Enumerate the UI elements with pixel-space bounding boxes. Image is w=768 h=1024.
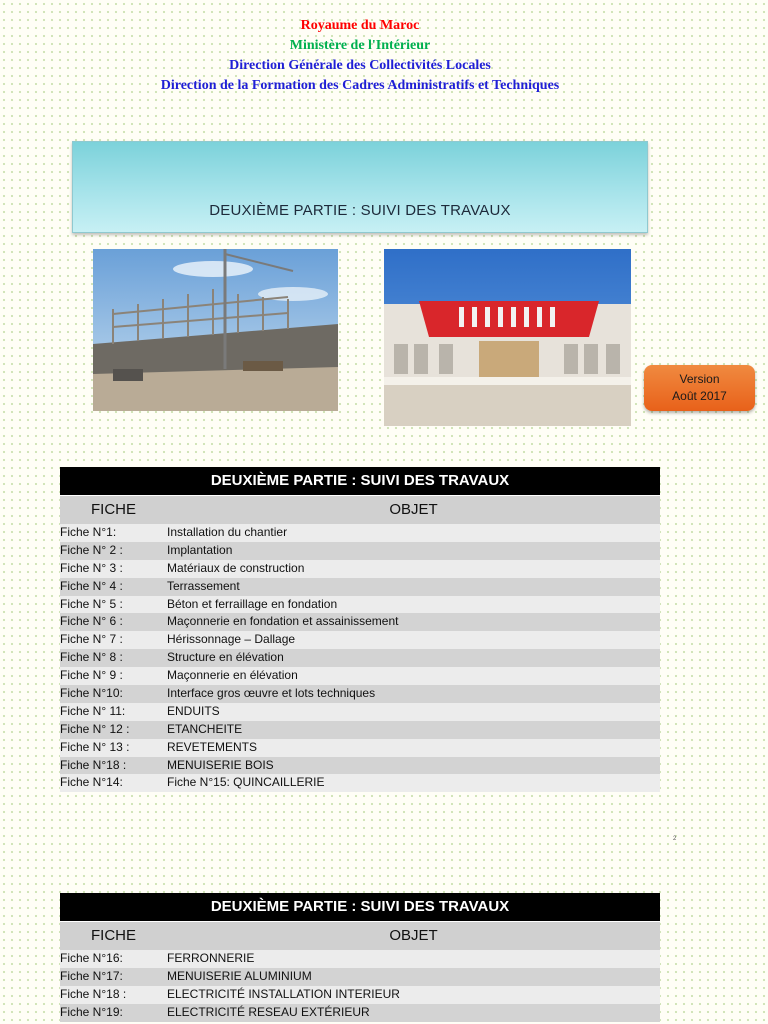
objet-cell: ETANCHEITE [167, 721, 243, 736]
header-direction-formation: Direction de la Formation des Cadres Administratifs et Techniques [160, 78, 560, 93]
objet-cell: FERRONNERIE [167, 951, 255, 965]
table-row [60, 578, 660, 596]
table-row [60, 1004, 660, 1022]
table-header-row [60, 495, 660, 524]
fiche-cell: Fiche N° 3 : [60, 560, 123, 575]
fiche-cell: Fiche N° 9 : [60, 668, 123, 683]
title-banner [72, 141, 648, 233]
fiche-cell: Fiche N° 7 : [60, 632, 123, 647]
table-row [60, 613, 660, 631]
fiche-cell: Fiche N° 2 : [60, 542, 123, 557]
objet-cell: ELECTRICITÉ INSTALLATION INTERIEUR [167, 986, 400, 1001]
fiche-cell: Fiche N° 6 : [60, 614, 123, 629]
objet-cell: Terrassement [167, 578, 240, 593]
fiche-cell: Fiche N° 8 : [60, 650, 123, 665]
table-header-row [60, 921, 660, 950]
fiche-cell: Fiche N°10: [60, 686, 123, 701]
fiche-cell: Fiche N°18 : [60, 986, 127, 1001]
table-row [60, 596, 660, 614]
table-row [60, 774, 660, 792]
header-kingdom: Royaume du Maroc [300, 18, 420, 33]
fiche-cell: Fiche N°16: [60, 951, 123, 965]
column-header-fiche: FICHE [91, 501, 136, 518]
objet-cell: Interface gros œuvre et lots techniques [167, 686, 376, 701]
construction-site-photo [93, 249, 338, 411]
objet-cell: MENUISERIE BOIS [167, 757, 274, 772]
fiche-cell: Fiche N° 13 : [60, 739, 130, 754]
version-date: Août 2017 [672, 389, 727, 403]
version-badge [644, 365, 755, 411]
fiches-table-2 [60, 893, 660, 1022]
objet-cell: Matériaux de construction [167, 560, 305, 575]
column-header-fiche: FICHE [91, 927, 136, 944]
table-row [60, 739, 660, 757]
banner-title: DEUXIÈME PARTIE : SUIVI DES TRAVAUX [209, 202, 511, 219]
table-row [60, 631, 660, 649]
fiche-cell: Fiche N°1: [60, 525, 117, 539]
version-label: Version [679, 372, 720, 386]
fiche-cell: Fiche N° 12 : [60, 721, 130, 736]
fiche-cell: Fiche N° 4 : [60, 578, 123, 593]
fiches-table-1 [60, 467, 660, 792]
column-header-objet: OBJET [389, 501, 438, 518]
objet-cell: Hérissonnage – Dallage [167, 632, 296, 647]
table-row [60, 703, 660, 721]
table-row [60, 721, 660, 739]
fiche-cell: Fiche N°18 : [60, 757, 127, 772]
objet-cell: REVETEMENTS [167, 739, 258, 754]
table-row [60, 757, 660, 775]
objet-cell: MENUISERIE ALUMINIUM [167, 968, 312, 983]
table-row [60, 950, 660, 968]
table-title: DEUXIÈME PARTIE : SUIVI DES TRAVAUX [60, 467, 660, 495]
objet-cell: ENDUITS [167, 703, 220, 718]
fiche-cell: Fiche N° 11: [60, 703, 126, 718]
document-header [0, 16, 720, 96]
objet-cell: Maçonnerie en fondation et assainissement [167, 614, 399, 629]
table-title: DEUXIÈME PARTIE : SUIVI DES TRAVAUX [60, 893, 660, 921]
objet-cell: Structure en élévation [167, 650, 284, 665]
page-number: 2 [673, 836, 677, 842]
table-row [60, 649, 660, 667]
fiche-cell: Fiche N°19: [60, 1004, 123, 1019]
table-row [60, 560, 660, 578]
table-row [60, 524, 660, 542]
fiche-cell: Fiche N°17: [60, 968, 123, 983]
column-header-objet: OBJET [389, 927, 438, 944]
objet-cell: Maçonnerie en élévation [167, 668, 298, 683]
objet-cell: Béton et ferraillage en fondation [167, 596, 338, 611]
table-row [60, 667, 660, 685]
table-row [60, 968, 660, 986]
header-ministry: Ministère de l'Intérieur [289, 38, 431, 53]
fiche-cell: Fiche N° 5 : [60, 596, 123, 611]
objet-cell: Fiche N°15: QUINCAILLERIE [167, 775, 325, 790]
town-hall-building-photo [384, 249, 631, 426]
objet-cell: ELECTRICITÉ RESEAU EXTÉRIEUR [167, 1004, 370, 1019]
table-row [60, 986, 660, 1004]
objet-cell: Implantation [167, 542, 233, 557]
fiche-cell: Fiche N°14: [60, 775, 123, 790]
table-row [60, 542, 660, 560]
objet-cell: Installation du chantier [167, 525, 288, 539]
header-direction-generale: Direction Générale des Collectivités Locales [229, 58, 491, 73]
table-row [60, 685, 660, 703]
